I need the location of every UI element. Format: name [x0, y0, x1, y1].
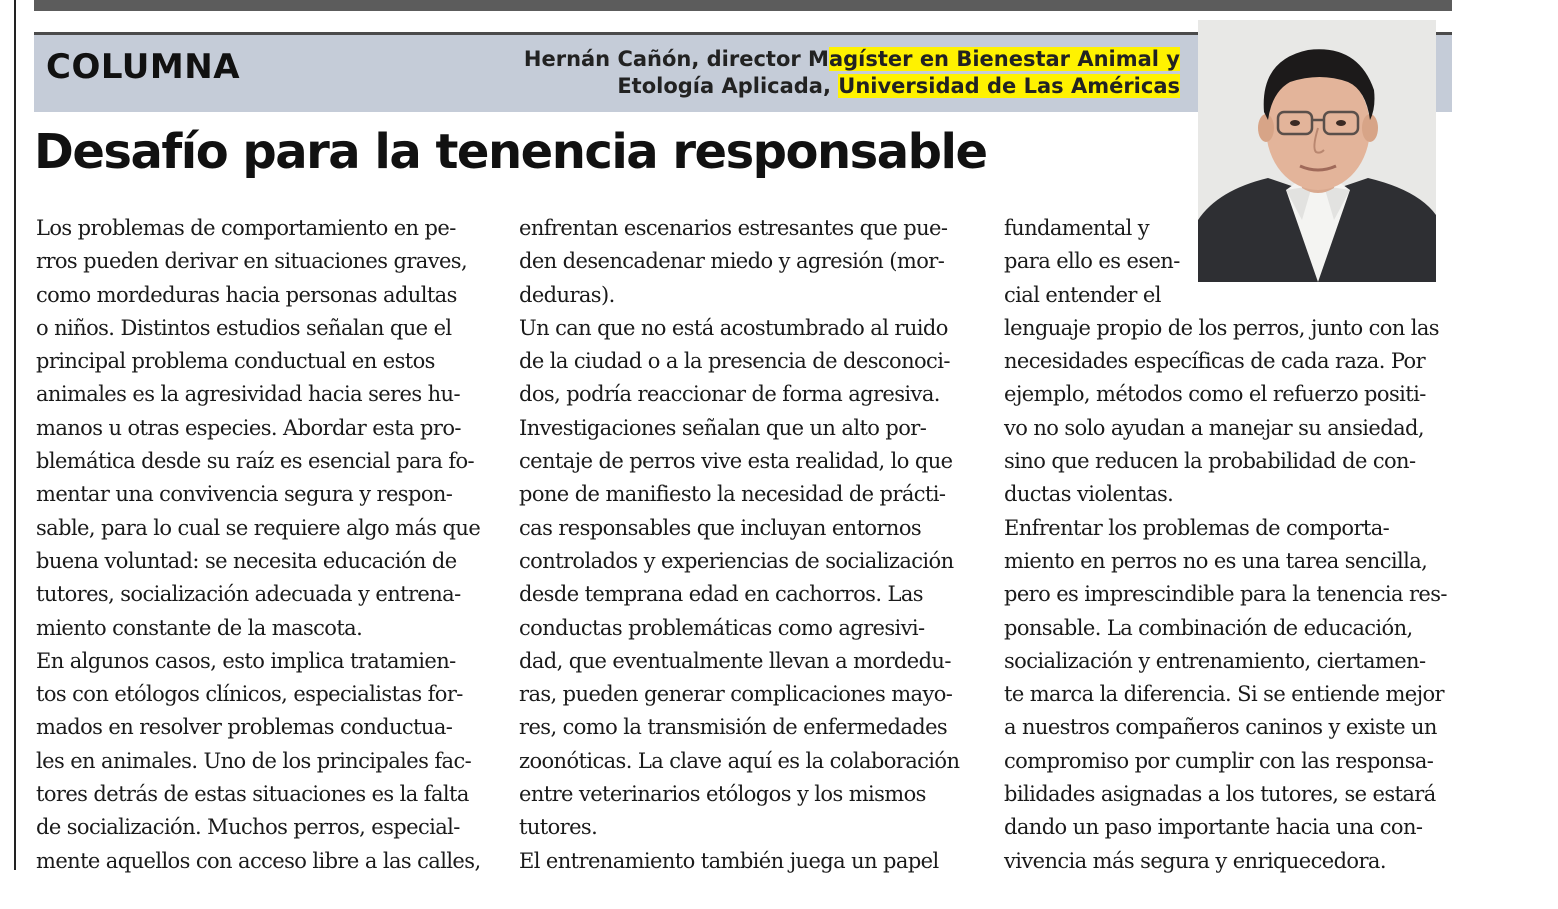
text-line: tos con etólogos clínicos, especialistas for-: [36, 682, 463, 707]
text-line: res, como la transmisión de enfermedades: [519, 715, 948, 740]
text-column-3: [1004, 212, 1454, 878]
text-line: ponsable. La combinación de educación,: [1004, 615, 1413, 640]
text-line: pone de manifiesto la necesidad de prácti-: [519, 482, 946, 507]
text-line: vivencia más segura y enriquecedora.: [1004, 848, 1386, 873]
text-line: manos u otras especies. Abordar esta pro-: [36, 415, 461, 440]
byline-line2-highlight: Universidad de Las Américas: [838, 74, 1180, 98]
text-line: a nuestros compañeros caninos y existe un: [1004, 715, 1437, 740]
text-line: ejemplo, métodos como el refuerzo positi-: [1004, 382, 1426, 407]
text-line: principal problema conductual en estos: [36, 349, 435, 374]
paragraph: [1004, 212, 1454, 512]
text-line: tores detrás de estas situaciones es la falta: [36, 782, 469, 807]
text-line: miento en perros no es una tarea sencilla,: [1004, 548, 1428, 573]
text-line: tutores.: [519, 815, 598, 840]
text-line: den desencadenar miedo y agresión (mor-: [519, 249, 945, 274]
text-line: de la ciudad o a la presencia de desconoci-: [519, 349, 950, 374]
text-line: Un can que no está acostumbrado al ruido: [519, 315, 948, 340]
text-column-1: [36, 212, 480, 878]
text-line: buena voluntad: se necesita educación de: [36, 548, 457, 573]
text-line: blemática desde su raíz es esencial para fo-: [36, 449, 475, 474]
text-line: fundamental y: [1004, 216, 1150, 240]
paragraph: [519, 212, 969, 312]
text-line: Enfrentar los problemas de comporta-: [1004, 515, 1390, 540]
author-byline: [480, 46, 1180, 100]
text-line: les en animales. Uno de los principales fac-: [36, 748, 472, 773]
text-line: dad, que eventualmente llevan a mordedu-: [519, 648, 951, 673]
text-line: ductas violentas.: [1004, 482, 1174, 507]
text-line: dos, podría reaccionar de forma agresiva.: [519, 382, 940, 407]
text-line: Los problemas de comportamiento en pe-: [36, 216, 456, 240]
text-line: conductas problemáticas como agresivi-: [519, 615, 925, 640]
paragraph: [36, 645, 480, 878]
text-line: socialización y entrenamiento, ciertamen-: [1004, 648, 1426, 673]
text-line: zoonóticas. La clave aquí es la colaboración: [519, 748, 960, 773]
text-line: cial entender el: [1004, 282, 1161, 307]
text-line: tutores, socialización adecuada y entrena-: [36, 582, 461, 607]
byline-line1-text: Hernán Cañón, director M: [523, 47, 829, 71]
text-line: sino que reducen la probabilidad de con-: [1004, 449, 1416, 474]
text-line: desde temprana edad en cachorros. Las: [519, 582, 923, 607]
text-line: o niños. Distintos estudios señalan que el: [36, 315, 452, 340]
paragraph: [36, 212, 480, 645]
paragraph: [519, 845, 969, 878]
text-line: lenguaje propio de los perros, junto con las: [1004, 315, 1439, 340]
text-line: cas responsables que incluyan entornos: [519, 515, 922, 540]
text-line: controlados y experiencias de socialización: [519, 548, 954, 573]
text-line: miento constante de la mascota.: [36, 615, 363, 640]
text-line: deduras).: [519, 282, 615, 307]
text-line: vo no solo ayudan a manejar su ansiedad,: [1004, 415, 1424, 440]
text-line: enfrentan escenarios estresantes que pue-: [519, 216, 948, 240]
text-line: El entrenamiento también juega un papel: [519, 848, 939, 873]
text-line: dando un paso importante hacia una con-: [1004, 815, 1423, 840]
text-line: para ello es esen-: [1004, 249, 1180, 274]
paragraph: [519, 312, 969, 412]
paragraph: [1004, 512, 1454, 878]
text-line: pero es imprescindible para la tenencia res-: [1004, 582, 1447, 607]
text-line: mados en resolver problemas conductua-: [36, 715, 453, 740]
paragraph: [519, 412, 969, 845]
section-label: COLUMNA: [46, 47, 241, 87]
text-line: te marca la diferencia. Si se entiende mejor: [1004, 682, 1444, 707]
text-column-2: [519, 212, 969, 878]
text-line: ras, pueden generar complicaciones mayo-: [519, 682, 953, 707]
text-line: animales es la agresividad hacia seres hu-: [36, 382, 460, 407]
text-line: En algunos casos, esto implica tratamien-: [36, 648, 456, 673]
text-line: compromiso por cumplir con las responsa-: [1004, 748, 1434, 773]
text-line: centaje de perros vive esta realidad, lo que: [519, 449, 953, 474]
text-line: Investigaciones señalan que un alto por-: [519, 415, 927, 440]
text-line: entre veterinarios etólogos y los mismos: [519, 782, 926, 807]
text-line: mentar una convivencia segura y respon-: [36, 482, 453, 507]
text-line: necesidades específicas de cada raza. Por: [1004, 349, 1426, 374]
text-line: bilidades asignadas a los tutores, se estará: [1004, 782, 1436, 807]
top-page-bar: [34, 0, 1452, 11]
byline-line2-text: Etología Aplicada,: [617, 74, 839, 98]
byline-line1-highlight: agíster en Bienestar Animal y: [828, 47, 1180, 71]
text-line: mente aquellos con acceso libre a las calles,: [36, 848, 481, 873]
article-headline: Desafío para la tenencia responsable: [34, 124, 987, 180]
text-line: como mordeduras hacia personas adultas: [36, 282, 457, 307]
left-margin-rule: [14, 0, 16, 870]
text-line: rros pueden derivar en situaciones graves,: [36, 249, 468, 274]
text-line: de socialización. Muchos perros, especial-: [36, 815, 460, 840]
text-line: sable, para lo cual se requiere algo más que: [36, 515, 481, 540]
